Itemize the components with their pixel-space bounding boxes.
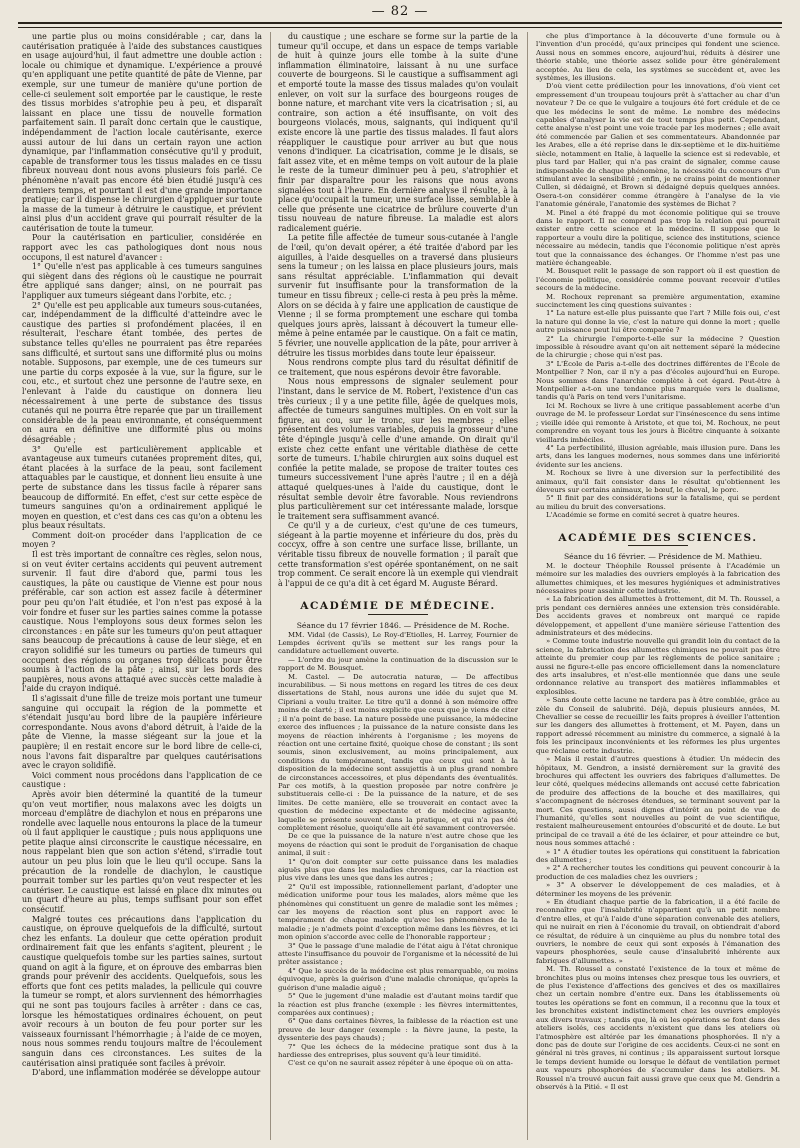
paragraph: Malgré toutes ces précautions dans l'application du caustique, on éprouve quelquefois de la difficulté, surtout chez les enfants. La douleur que cette opération produit ordinairement fait que les enfants s'agitent, pleurent ; le caustique quelquefois tombe sur les parties saines, surtout quand on agit à la figure, et on éprouve des embarras bien grands pour prévenir des accidents. Quelquefois, sous les efforts que font ces petits malades, la pellicule qui couvre la tumeur se rompt, et alors surviennent des hémorrhagies qui ne sont pas toujours faciles à arrêter : dans ce cas, lorsque les hémostatiques ordinaires échouent, on peut avoir recours à un bouton de feu pour porter sur les vaisseaux fournissant l'hémorrhagie ; à l'aide de ce moyen, nous nous sommes rendu toujours maître de l'écoulement sanguin dans ces circonstances. Les suites de la cautérisation ainsi pratiquée sont faciles à prévoir.	[22, 914, 262, 1068]
header-rule	[18, 22, 782, 24]
paragraph: « La fabrication des allumettes à frottement, dit M. Th. Roussel, a pris pendant ces dernières années une extension très considérable. Des accidents graves et nombreux ont marqué ce rapide développement, et appellent d'une manière sérieuse l'attention des administrateurs et des médecins.	[536, 595, 780, 637]
paragraph: 1° Qu'on doit compter sur cette puissance dans les maladies aiguës plus que dans les maladies chroniques, car la réaction est plus vive dans les unes que dans les autres ;	[278, 857, 518, 883]
paragraph: 6° Que dans certaines fièvres, la faiblesse de la réaction est une preuve de leur danger (exemple : la fièvre jaune, la peste, la dyssenterie des pays chauds) ;	[278, 1017, 518, 1043]
column-separator	[270, 32, 271, 1140]
paragraph: du caustique ; une eschare se forme sur la partie de la tumeur qu'il occupe, et dans un espace de temps variable de huit à quinze jours elle tombe à la suite d'une inflammation éliminatoire, laissant à nu une surface couverte de bourgeons. Si le caustique a suffisamment agi et emporté toute la masse des tissus malades qu'on voulait enlever, on voit sur la surface des bourgeons rouges de bonne nature, et marchant vite vers la cicatrisation ; si, au contraire, son action a été insuffisante, on voit des bourgeons violacés, mous, saignants, qui indiquent qu'il existe encore là une partie des tissus malades. Il faut alors réappliquer le caustique pour arriver au but que nous venons d'indiquer. La cicatrisation, comme je le disais, se fait assez vite, et en même temps on voit autour de la plaie le reste de la tumeur diminuer peu à peu, s'atrophier et finir par disparaître pour les raisons que nous avons signalées tout à l'heure. En dernière analyse il résulte, à la place qu'occupait la tumeur, une surface lisse, semblable à celle que présente une cicatrice de brûlure couverte d'un tissu nouveau de nature fibreuse. La maladie est alors radicalement guérie.	[278, 32, 518, 233]
paragraph: 7° Que les échecs de la médecine pratique sont dus à la hardiesse des entreprises, plus souvent qu'à leur timidité.	[278, 1042, 518, 1059]
paragraph: 2° Qu'elle est peu applicable aux tumeurs sous-cutanées, car, indépendamment de la difficulté d'atteindre avec le caustique des parties si profondément placées, il en résulterait, l'eschare étant tombée, des pertes de substance telles qu'elles ne pourraient pas être reparées sans difficulté, et surtout sans une difformité plus ou moins notable. Supposons, par exemple, une de ces tumeurs sur une partie du corps exposée à la vue, sur la figure, sur le cou, etc., et surtout chez une personne de l'autre sexe, en l'enlevant à l'aide du caustique on donnera lieu nécessairement à une perte de substance des tissus cutanés qui ne pourra être reparée que par un tiraillement considérable de la peau environnante, et conséquemment on aura en définitive une difformité plus ou moins désagréable ;	[22, 300, 262, 444]
paragraph: Il est très important de connaître ces règles, selon nous, si on veut éviter certains accidents qui peuvent autrement survenir. Il faut dire d'abord que, parmi tous les caustiques, la pâte ou caustique de Vienne est pour nous préférable, car son action est assez facile à déterminer pour peu qu'on l'ait étudiée, et l'on n'est pas exposé à la voir fondre et fuser sur les parties saines comme la potasse caustique. Nous l'employons sous deux formes selon les circonstances : en pâte sur les tumeurs qu'on peut attaquer sans beaucoup de précautions à cause de leur siège, et en crayon solidifié sur les tumeurs ou parties de tumeurs qui occupent des régions ou organes trop délicats pour être soumis à l'action de la pâte ; ainsi, sur les bords des paupières, nous avons attaqué avec succès cette maladie à l'aide du crayon indiqué.	[22, 550, 262, 694]
paragraph: » 3° A observer le développement de ces maladies, et à déterminer les moyens de les prévenir.	[536, 881, 780, 898]
paragraph: 2° Qu'il est impossible, rationnellement parlant, d'adopter une médication uniforme pour tous les malades, alors même que les phénomènes qui constituent un genre de maladie sont les mêmes ; car les moyens de réaction sont plus en rapport avec le tempérament de chaque malade qu'avec les phénomènes de la maladie ; je n'admets point d'exception même dans les fièvres, et ici mon opinion s'accorde avec celle de l'honorable rapporteur ;	[278, 882, 518, 942]
paragraph: che plus d'importance à la découverte d'une formule ou à l'invention d'un procédé, qu'aux principes qui fondent une science. Aussi nous en sommes encore, aujourd'hui, réduits à désirer une théorie stable, une théorie assez solide pour être généralement acceptée. Au lieu de cela, les systèmes se succèdent et, avec les systèmes, les illusions.	[536, 32, 780, 83]
paragraph: MM. Vidal (de Cassis), Le Roy-d'Etiolles, H. Larrey, Fournier de Lempdes écrivent qu'ils se mettent sur les rangs pour la candidature actuellement ouverte.	[278, 630, 518, 656]
paragraph: M. le docteur Théophile Roussel présente à l'Académie un mémoire sur les maladies des ouvriers employés à la fabrication des allumettes chimiques, et les mesures hygiéniques et administratives nécessaires pour assainir cette industrie.	[536, 561, 780, 595]
paragraph: M. Castel. — De autocratia naturæ, — De affectibus incurabilibus. — Si nous mettons en regard les titres de ces deux dissertations de Stahl, nous aurons une idée du sujet que M. Cipriani a voulu traiter. Le titre qu'il a donné à son mémoire offre moins de clarté ; il est moins explicite que ceux que je viens de citer ; il n'a point de base. La nature possède une puissance, la médecine exerce des influences ; la puissance de la nature consiste dans les moyens de réaction inhérents à l'organisme ; les moyens de réaction ont une certaine fixité, quoique chose de constant ; ils sont soumis, sinon exclusivement, au moins principalement, aux conditions du tempérament, tandis que ceux qui sont à la disposition de la médecine sont assujettis à un plus grand nombre de circonstances accessoires, et plus dépendants des éventualités. Par ces motifs, à la question proposée par notre confrère je substituerais celle-ci : De la puissance de la nature, et de ses limites. De cette manière, elle se trouverait en contact avec la question de médecine expectante et de médecine agissante, laquelle se présente souvent dans la pratique, et qui n'a pas été complètement résolue, quoiqu'elle ait été savamment controversée.	[278, 672, 518, 832]
paragraph: 4° La perfectibilité, illusion agréable, mais illusion pure. Dans les arts, dans les langues modernes, nous sommes dans une infériorité évidente sur les anciens.	[536, 443, 780, 469]
paragraph: » Comme toute industrie nouvelle qui grandit loin du contact de la science, la fabrication des allumettes chimiques ne pouvait pas être atteinte du premier coup par les règlements de police sanitaire ; aussi ne figure-t-elle pas encore officiellement dans la nomenclature des arts insalubres, et n'est-elle mentionnée que dans une seule ordonnance relative au transport des matières inflammables et explosibles.	[536, 637, 780, 696]
paragraph: 5° Que le jugement d'une maladie est d'autant moins tardif que la réaction est plus franche (exemple : les fièvres intermittentes, comparées aux continues) ;	[278, 992, 518, 1017]
paragraph: 4° Que le succès de la médecine est plus remarquable, ou moins équivoque, après la guérison d'une maladie chronique, qu'après la guérison d'une maladie aiguë ;	[278, 966, 518, 992]
paragraph: Ce qu'il y a de curieux, c'est qu'une de ces tumeurs, siégeant à la partie moyenne et inférieure du dos, près du coccyx, offre à son centre une surface lisse, brillante, un véritable tissu fibreux de nouvelle formation ; il paraît que cette transformation s'est opérée spontanément, on ne sait trop comment. Ce serait encore là un exemple qui viendrait à l'appui de ce qu'a dit à cet égard M. Auguste Bérard.	[278, 521, 518, 588]
page-number: — 82 —	[371, 4, 429, 19]
paragraph: 1° La nature est-elle plus puissante que l'art ? Mille fois oui, c'est la nature qui donne la vie, c'est la nature qui donne la mort ; quelle autre puissance peut lui être comparée ?	[536, 309, 780, 335]
paragraph: C'est ce qu'on ne saurait assez répéter à une époque où on atta-	[288, 1059, 513, 1068]
paragraph: L'Académie se forme en comité secret à quatre heures.	[546, 511, 740, 520]
paragraph: M. Bousquet relit le passage de son rapport où il est question de l'économie politique, considérée comme pouvant recevoir d'utiles secours de la médecine.	[536, 267, 780, 293]
paragraph: 3° L'École de Paris a-t-elle des doctrines différentes de l'École de Montpellier ? Non, car il n'y a pas d'écoles aujourd'hui en Europe. Nous sommes dans l'anarchie complète à cet égard. Peut-être à Montpellier a-t-on une tendance plus marquée vers le dualisme, tandis qu'à Paris on tend vers l'unitarisme.	[536, 359, 780, 402]
paragraph: 3° Que le passage d'une maladie de l'état aigu à l'état chronique atteste l'insuffisance du pouvoir de l'organisme et la nécessité de lui prêter assistance ;	[278, 941, 518, 967]
paragraph: D'où vient cette prédilection pour les innovations, d'où vient cet empressement d'un troupeau toujours prêt à s'attacher au char d'un novateur ? De ce que le vulgaire a toujours été fort crédule et de ce que les médecins le sont de même. Le nombre des médecins capables d'analyser la vie est de tout temps plus petit. Cependant, cette analyse n'est point une voie tracée par les modernes ; elle avait été commencée par Galien et ses commentateurs. Abandonnée par les Arabes, elle a été reprise dans le dix-septième et le dix-huitième siècle, notamment en Italie, à laquelle la science est si redevable, et plus tard par Haller, qui n'a pas craint de signaler, comme cause indispensable de chaque phénomène, la nécessité du concours d'un stimulant avec la sensibilité ; enfin, je ne crains point de mentionner Cullen, si dédaigné, et Brown si dédaigné depuis quelques années. Osera-t-on considérer comme étrangère à l'analyse de la vie l'anatomie générale, l'anatomie des systèmes de Bichat ?	[536, 82, 780, 209]
paragraph: 1° Qu'elle n'est pas applicable à ces tumeurs sanguines qui siègent dans des régions où le caustique ne pourrait être appliqué sans danger; ainsi, on ne pourrait pas l'appliquer aux tumeurs siégeant dans l'orbite, etc. ;	[22, 262, 262, 301]
column-3	[536, 32, 780, 1140]
paragraph: Voici comment nous procédons dans l'application de ce caustique :	[22, 770, 262, 790]
paragraph: Nous nous empressons de signaler seulement pour l'instant, dans le service de M. Robert, l'existence d'un cas très curieux ; il y a une petite fille, âgée de quelques mois, affectée de tumeurs sanguines multiples. On en voit sur la figure, au cou, sur le tronc, sur les membres ; elles présentent des volumes variables, depuis la grosseur d'une tête d'épingle jusqu'à celle d'une amande. On dirait qu'il existe chez cette enfant une véritable diathèse de cette sorte de tumeurs. L'habile chirurgien aux soins duquel est confiée la petite malade, se propose de traiter toutes ces tumeurs successivement l'une après l'autre ; il en a déjà attaqué quelques-unes à l'aide du caustique, dont le résultat semble devoir être favorable. Nous reviendrons plus particulièrement sur cet intéressante malade, lorsque le traitement sera suffisamment avancé.	[278, 377, 518, 521]
paragraph: » 2° A rechercher toutes les conditions qui peuvent concourir à la production de ces maladies chez les ouvriers ;	[536, 864, 780, 881]
paragraph: » Mais il restait d'autres questions à étudier. Un médecin des hôpitaux, M. Gendron, a insisté dernièrement sur la gravité des brochures qui affectent les ouvriers des fabriques d'allumettes. De leur côté, quelques médecins allemands ont accusé cette fabrication de produire des affections de la bouche et des maxillaires, qui s'accompagnent de nécroses étendues, se terminant souvent par la mort. Ces questions, aussi dignes d'intérêt au point de vue de l'humanité, qu'elles sont nouvelles au point de vue scientifique, restaient malheureusement entourées d'obscurité et de doute. Le but principal de ce travail a été de les éclairer, et pour atteindre ce but, nous nous sommes attaché :	[536, 755, 780, 848]
paragraph: Après avoir bien déterminé la quantité de la tumeur qu'on veut mortifier, nous malaxons avec les doigts un morceau d'emplâtre de diachylon et nous en préparons une rondelle avec laquelle nous entourons la place de la tumeur où il faut appliquer le caustique ; puis nous appliquons une petite plaque ainsi circonscrite le caustique nécessaire, en nous rappelant bien que son action s'étend, s'irradie tout autour un peu plus loin que le lieu qu'il occupe. Sans la précaution de la rondelle de diachylon, le caustique pourrait tomber sur les parties qu'on veut respecter et les cautériser. Le caustique est laissé en place dix minutes ou un quart d'heure au plus, temps suffisant pour son effet consécutif.	[22, 789, 262, 915]
section-rule	[368, 614, 428, 615]
paragraph: » En étudiant chaque partie de la fabrication, il a été facile de reconnaître que l'insalubrité n'appartient qu'à un petit nombre d'entre elles, et qu'à l'aide d'une séparation convenable des ateliers, qui ne nuirait en rien à l'économie du travail, on obtiendrait d'abord ce résultat, de réduire à un cinquième au plus du nombre total des ouvriers, le nombre de ceux qui sont exposés à l'émanation des vapeurs phosphorées, seule cause d'insalubrité inhérente aux fabriques d'allumettes. »	[536, 898, 780, 965]
section-rule	[628, 545, 688, 546]
paragraph: D'abord, une inflammation modérée se développe autour	[32, 1068, 261, 1078]
paragraph: 3° Qu'elle est particulièrement applicable et avantageuse aux tumeurs cutanées proprement dites, qui, étant placées à la surface de la peau, sont facilement attaquables par le caustique, et donnent lieu ensuite à une perte de substance dans les tissus facile à réparer sans beaucoup de difformité. En effet, c'est sur cette espèce de tumeurs sanguines qu'on a ordinairement appliqué le moyen en question, et c'est dans ces cas qu'on a obtenu les plus beaux résultats.	[22, 444, 262, 531]
paragraph: 5° Il finit par des considérations sur la fatalisme, qui se perdent au milieu du bruit des conversations.	[536, 494, 780, 511]
paragraph: 2° La chirurgie l'emporte-t-elle sur la médecine ? Question impossible à résoudre avant qu'on ait nettement séparé la médecine de la chirurgie ; chose qui n'est pas.	[536, 334, 780, 360]
paragraph: » 1° A étudier toutes les opérations qui constituent la fabrication des allumettes ;	[536, 847, 780, 864]
paragraph: La petite fille affectée de tumeur sous-cutanée à l'angle de l'œil, qu'on devait opérer, a été traitée d'abord par les aiguilles, à l'aide desquelles on a traversé dans plusieurs sens la tumeur ; on les laissa en place plusieurs jours, mais sans résultat appréciable. L'inflammation qui devait survenir fut insuffisante pour la transformation de la tumeur en tissu fibreux ; celle-ci resta à peu près la même. Alors on se décida à y faire une application de caustique de Vienne ; il se forma promptement une eschare qui tomba quelques jours après, laissant à découvert la tumeur elle-même à peine entamée par le caustique. On a fait ce matin, 5 février, une nouvelle application de la pâte, pour arriver à détruire les tissus morbides dans toute leur épaisseur.	[278, 233, 518, 358]
section-heading-academie-medecine: ACADÉMIE DE MÉDECINE.	[300, 600, 496, 613]
section-heading-academie-sciences: ACADÉMIE DES SCIENCES.	[558, 531, 758, 544]
paragraph: Pour la cautérisation en particulier, considérée en rapport avec les cas pathologiques dont nous nous occupons, il est naturel d'avancer :	[22, 233, 262, 262]
paragraph: Il s'agissait d'une fille de treize mois portant une tumeur sanguine qui occupait la région de la pommette et s'étendait jusqu'au bord libre de la paupière inférieure correspondante. Nous avons d'abord détruit, à l'aide de la pâte de Vienne, la masse siégeant sur la joue et la paupière; il en restait encore sur le bord libre de celle-ci, nous l'avons fait disparaître par quelques cautérisations avec le crayon solidifié.	[22, 693, 262, 771]
paragraph: M. Rochoux reprenant sa première argumentation, examine succinctement les cinq questions suivantes :	[536, 292, 780, 309]
paragraph: De ce que la puissance de la nature n'est autre chose que les moyens de réaction qui sont le produit de l'organisation de chaque animal, il suit :	[278, 832, 518, 858]
column-2	[278, 32, 518, 1140]
paragraph: M. Pinel a été frappé du mot économie politique qui se trouve dans le rapport. Il ne comprend pas trop la relation qui pourrait exister entre cette science et la médecine. Il suppose que le rapporteur a voulu dire la politique, science des institutions, science nécessaire au médecin, tandis que l'économie politique n'est après tout que la connaissance des échanges. Or l'homme n'est pas une matière échangeable.	[536, 208, 780, 267]
paragraph: Ici M. Rochoux se livre à une critique passablement acerbe d'un ouvrage de M. le professeur Lordat sur l'insénescence du sens intime ; vieille idée qui remonte à Aristote, et que toi, M. Rochoux, ne peut comprendre en voyant tous les jours à Bicêtre cinquante à soixante vieillards imbéciles.	[536, 401, 780, 444]
column-1	[22, 32, 262, 1140]
session-line: Séance du 16 février. — Présidence de M. Mathieu.	[563, 552, 763, 562]
paragraph: » Sans doute cette lacune ne tardera pas à être comblée, grâce au zèle du Conseil de salubrité. Déjà, depuis plusieurs années, M. Chevallier se cesse de recueillir les faits propres à éveiller l'attention sur les dangers des allumettes à frottement, et M. Payen, dans un rapport adressé récemment au ministre du commerce, a signalé à la fois les principaux inconvénients et les réformes les plus urgentes que réclame cette industrie.	[536, 696, 780, 755]
header-rule-thin	[18, 27, 782, 28]
session-line: Séance du 17 février 1846. — Présidence de M. Roche.	[296, 621, 510, 631]
paragraph: — L'ordre du jour amène la continuation de la discussion sur le rapport de M. Bousquet.	[278, 655, 518, 673]
paragraph: Nous rendrons compte plus tard du résultat définitif de ce traitement, que nous espérons devoir être favorable.	[278, 358, 518, 377]
paragraph: M. Rochoux se livre à une diversion sur la perfectibilité des animaux, qu'il fait consister dans le résultat qu'obtiennent les éleveurs sur certains animaux, le bœuf, le cheval, le porc.	[536, 469, 780, 494]
paragraph: Comment doit-on procéder dans l'application de ce moyen ?	[22, 530, 262, 550]
paragraph: M. Th. Roussel a constaté l'existence de la toux et même de bronchites plus ou moins intenses chez presque tous les ouvriers, et de plus l'existence d'affections des gencives et des os maxillaires chez un certain nombre d'entre eux. Dans les établissements où toutes les opérations se font en commun, il a reconnu que la toux et les bronchites existent indistinctement chez les ouvriers employés aux divers travaux ; tandis que, là où les opérations se font dans des ateliers isolés, ces accidents n'existent que dans les ateliers où l'atmosphère est altérée par les émanations phosphorées. Il n'y a donc pas de doute sur l'origine de ces accidents. Ceux-ci ne sont en général ni très graves, ni continus ; ils apparaissent surtout lorsque le temps devient humide ou lorsque le défaut de ventilation permet aux vapeurs phosphorées de s'accumuler dans les ateliers. M. Roussel n'a trouvé aucun fait aussi grave que ceux que M. Gendrin a observés à la Pitié. « Il est	[536, 965, 780, 1091]
paragraph: une partie plus ou moins considérable ; car, dans la cautérisation pratiquée à l'aide des substances caustiques en usage aujourd'hui, il faut admettre une double action : locale ou chimique et dynamique. L'expérience a prouvé qu'en appliquant une petite quantité de pâte de Vienne, par exemple, sur une tumeur de manière qu'une portion de celle-ci seulement soit emportée par le caustique, le reste des tissus morbides s'atrophie peu à peu, et disparaît laissant en place une tissu de nouvelle formation parfaitement sain. Il paraît donc certain que le caustique, indépendamment de l'action locale cautérisante, exerce aussi autour de lui dans un certain rayon une action dynamique, par l'inflammation consécutive qu'il y produit, capable de transformer tous les tissus malades en ce tissu fibreux nouveau dont nous avons plusieurs fois parlé. Ce phénomène n'avait pas encore été bien étudié jusqu'à ces derniers temps, et pourtant il est d'une grande importance pratique; car il dispense le chirurgien d'appliquer sur toute la masse de la tumeur à détruire le caustique, et prévient ainsi plus d'un accident grave qui pourrait résulter de la cautérisation de toute la tumeur.	[22, 32, 262, 233]
column-separator	[527, 32, 528, 1140]
